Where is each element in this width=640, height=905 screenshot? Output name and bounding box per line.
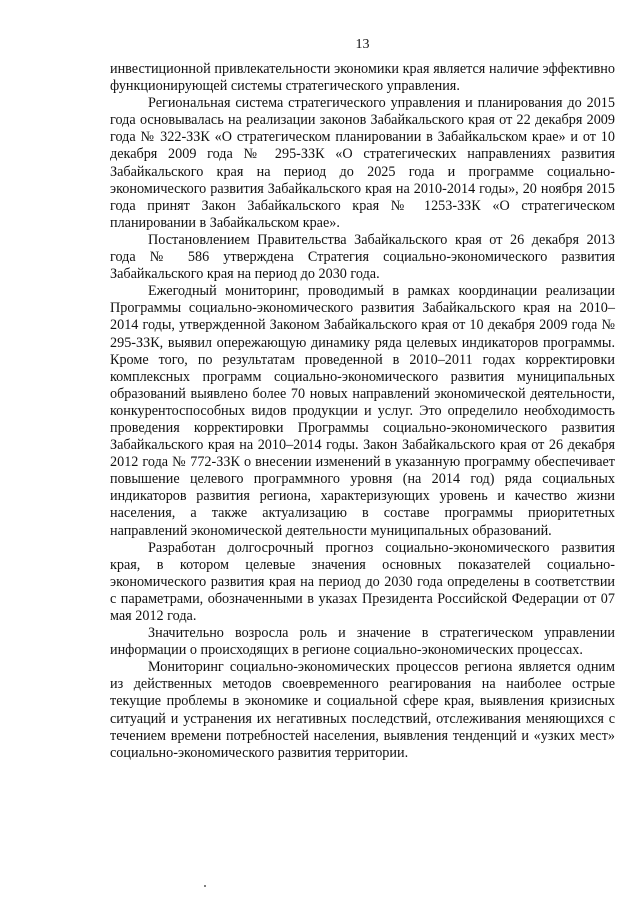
paragraph-annual-monitoring: Ежегодный мониторинг, проводимый в рамках координации реализации Программы социально-экономического развития Забайкальского края на 2010–2014 годы, утвержденной Законом Забайкальского края от 10 декабря 2009 года № 295-ЗЗК, выявил опережающую динамику ряда целевых индикаторов программы. Кроме того, по результатам проведенной в 2010–2011 годах корректировки комплексных программ социально-экономического развития муниципальных образований выявлено более 70 новых направлений экономической деятельности, конкурентоспособных видов продукции и услуг. Это определило необходимость проведения корректировки Программы социально-экономического развития Забайкальского края на 2010–2014 годы. Закон Забайкальского края от 26 декабря 2012 года № 772-ЗЗК о внесении изменений в указанную программу обеспечивает повышение целевого программного уровня (на 2014 год) ряда социальных индикаторов развития региона, характеризующих уровень и качество жизни населения, а также актуализацию в составе программы приоритетных направлений экономической деятельности муниципальных образований. bbox=[110, 283, 615, 539]
document-page bbox=[110, 36, 615, 762]
paragraph-monitoring-methods: Мониторинг социально-экономических процессов региона является одним из действенных методов своевременного реагирования на наиболее острые текущие проблемы в экономике и социальной сфере края, выявления кризисных ситуаций и устранения их негативных последствий, отслеживания меняющихся с течением времени потребностей населения, выявления тенденций и «узких мест» социально-экономического развития территории. bbox=[110, 659, 615, 761]
paragraph-information-role: Значительно возросла роль и значение в стратегическом управлении информации о происходящих в регионе социально-экономических процессах. bbox=[110, 625, 615, 659]
paragraph-long-term-forecast: Разработан долгосрочный прогноз социально-экономического развития края, в котором целевые значения основных показателей социально-экономического развития края на период до 2030 года определены в соответствии с параметрами, обозначенными в указах Президента Российской Федерации от 07 мая 2012 года. bbox=[110, 539, 615, 624]
page-number: 13 bbox=[355, 37, 370, 52]
paragraph-regional-system: Региональная система стратегического управления и планирования до 2015 года основывалась на реализации законов Забайкальского края от 22 декабря 2009 года № 322-ЗЗК «О стратегическом планировании в Забайкальском крае» и от 10 декабря 2009 года № 295-ЗЗК «О стратегических направлениях развития Забайкальского края на период до 2025 года и программе социально-экономического развития Забайкальского края на 2010-2014 годы», 20 ноября 2015 года принят Закон Забайкальского края № 1253-ЗЗК «О стратегическом планировании в Забайкальском крае». bbox=[110, 95, 615, 231]
paragraph-strategy-resolution: Постановлением Правительства Забайкальского края от 26 декабря 2013 года № 586 утверждена Стратегия социально-экономического развития Забайкальского края на период до 2030 года. bbox=[110, 231, 615, 283]
scan-speck bbox=[204, 885, 206, 887]
paragraph-continuation: инвестиционной привлекательности экономики края является наличие эффективно функционирующей системы стратегического управления. bbox=[110, 61, 615, 95]
